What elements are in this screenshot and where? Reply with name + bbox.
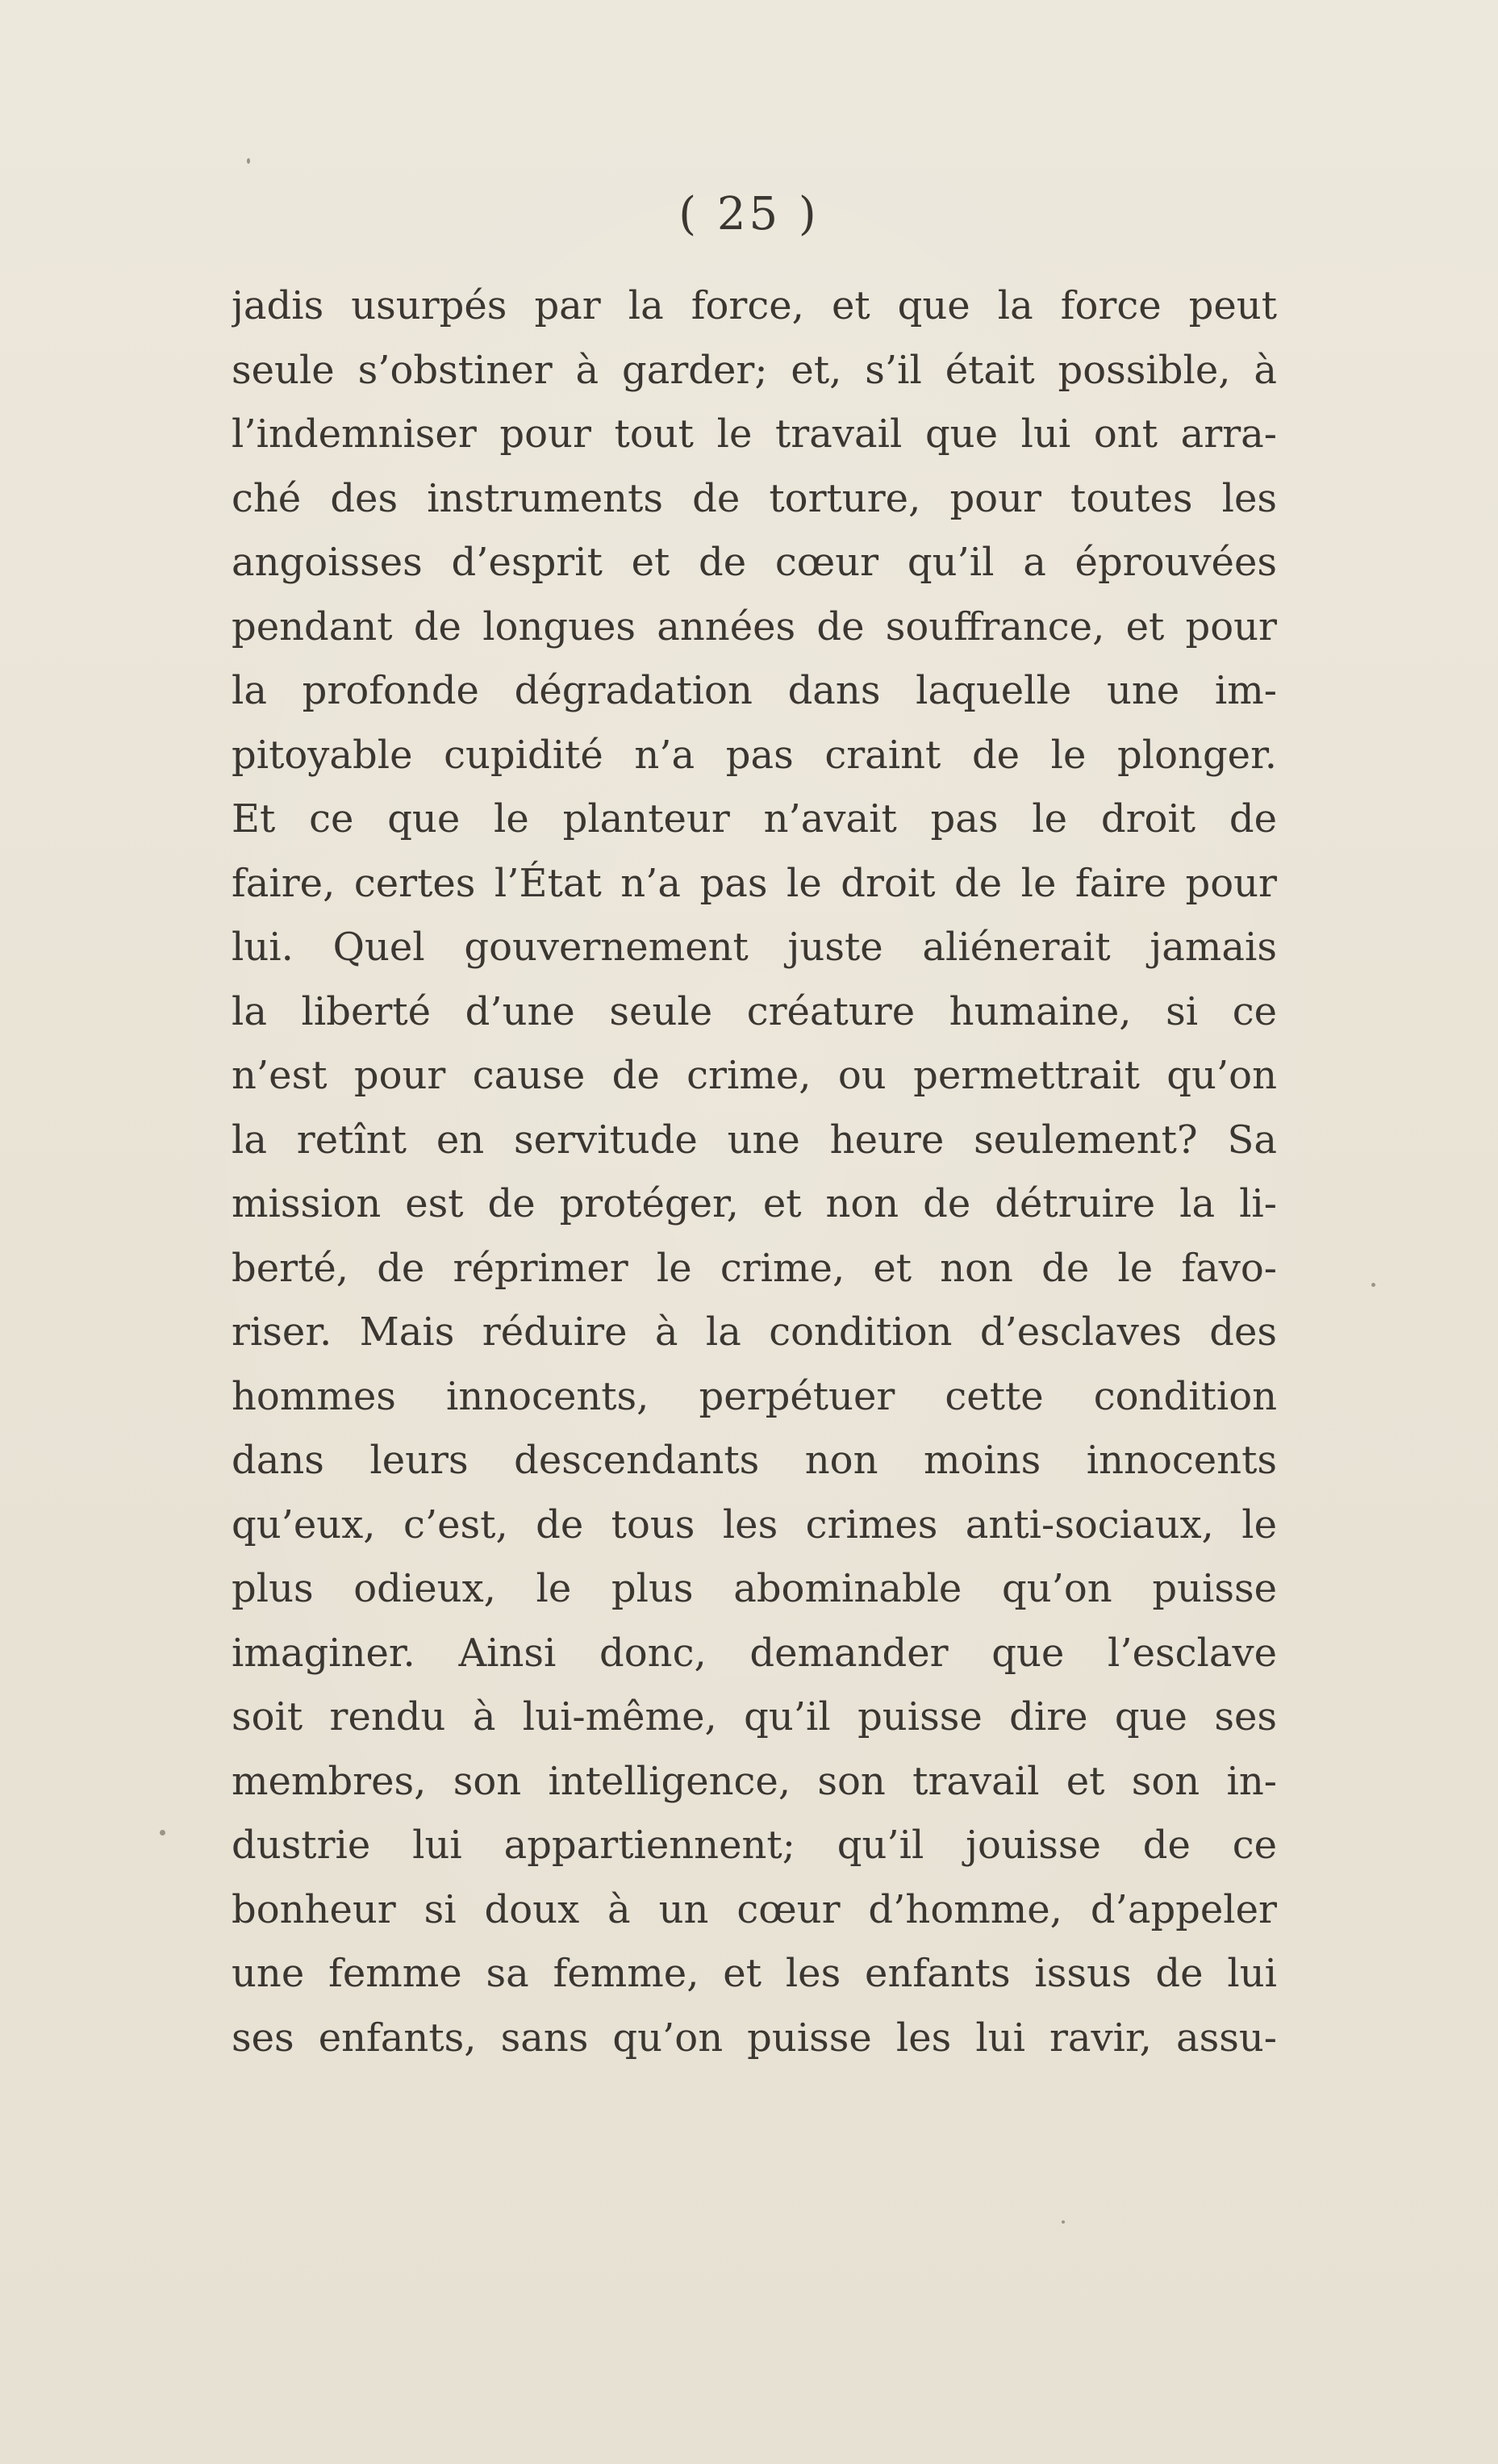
- text-line-15: mission est de protéger, et non de détruire la li-: [232, 1181, 1277, 1226]
- text-line-10: faire, certes l’État n’a pas le droit de le faire pour: [232, 860, 1277, 906]
- text-line-21: plus odieux, le plus abominable qu’on puisse: [232, 1566, 1277, 1611]
- text-line-16: berté, de réprimer le crime, et non de le favo-: [232, 1245, 1277, 1291]
- text-line-4: ché des instruments de torture, pour toutes les: [232, 475, 1277, 521]
- text-line-8: pitoyable cupidité n’a pas craint de le plonger.: [232, 732, 1277, 778]
- paper-speck: [1062, 2220, 1065, 2224]
- text-line-20: qu’eux, c’est, de tous les crimes anti-sociaux, le: [232, 1501, 1277, 1547]
- text-line-5: angoisses d’esprit et de cœur qu’il a éprouvées: [232, 540, 1277, 585]
- text-line-13: n’est pour cause de crime, ou permettrait qu’on: [232, 1053, 1277, 1098]
- text-line-2: seule s’obstiner à garder; et, s’il était possible, à: [232, 347, 1277, 393]
- text-line-24: membres, son intelligence, son travail et son in-: [232, 1758, 1277, 1804]
- text-line-27: une femme sa femme, et les enfants issus de lui: [232, 1951, 1277, 1996]
- paper-speck: [247, 158, 250, 164]
- paper-speck: [1371, 1283, 1375, 1287]
- text-line-19: dans leurs descendants non moins innocents: [232, 1438, 1277, 1483]
- body-text: [232, 274, 1277, 2070]
- text-line-25: dustrie lui appartiennent; qu’il jouisse de ce: [232, 1823, 1277, 1868]
- text-line-9: Et ce que le planteur n’avait pas le droit de: [232, 796, 1277, 842]
- paper-speck: [160, 1830, 165, 1835]
- page-number: ( 25 ): [678, 188, 820, 240]
- text-line-12: la liberté d’une seule créature humaine, si ce: [232, 988, 1277, 1034]
- text-line-28: ses enfants, sans qu’on puisse les lui ravir, assu-: [232, 2015, 1277, 2061]
- text-line-3: l’indemniser pour tout le travail que lui ont arra-: [232, 411, 1277, 457]
- text-line-1: jadis usurpés par la force, et que la force peut: [232, 283, 1277, 328]
- text-line-17: riser. Mais réduire à la condition d’esclaves des: [232, 1309, 1277, 1355]
- text-line-26: bonheur si doux à un cœur d’homme, d’appeler: [232, 1886, 1277, 1932]
- text-line-23: soit rendu à lui-même, qu’il puisse dire que ses: [232, 1694, 1277, 1739]
- text-line-6: pendant de longues années de souffrance, et pour: [232, 603, 1277, 649]
- text-line-22: imaginer. Ainsi donc, demander que l’esclave: [232, 1630, 1277, 1676]
- text-line-7: la profonde dégradation dans laquelle une im-: [232, 668, 1277, 713]
- text-line-11: lui. Quel gouvernement juste aliénerait jamais: [232, 925, 1277, 970]
- text-line-18: hommes innocents, perpétuer cette condition: [232, 1373, 1277, 1419]
- text-line-14: la retînt en servitude une heure seulement? Sa: [232, 1117, 1277, 1163]
